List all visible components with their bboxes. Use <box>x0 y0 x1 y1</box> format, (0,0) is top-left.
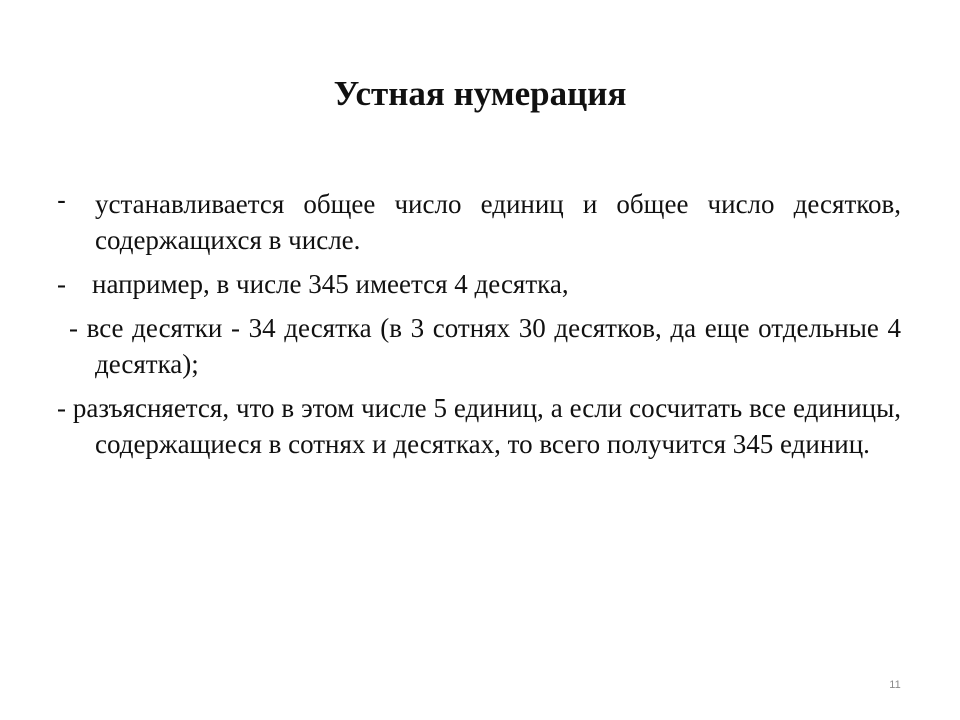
list-item-text: например, в числе 345 имеется 4 десятка, <box>92 269 569 299</box>
list-item <box>57 266 901 302</box>
slide-title: Устная нумерация <box>333 74 627 113</box>
bullet-dash: - <box>57 185 66 215</box>
list-item <box>57 186 901 258</box>
page-number: 11 <box>889 679 901 691</box>
list-item-text: - все десятки - 34 десятка (в 3 сотнях 30 десятков, да еще отдельные 4 десятка); <box>69 313 901 379</box>
list-item-text: устанавливается общее число единиц и общее число десятков, содержащихся в числе. <box>95 189 901 255</box>
list-item <box>57 310 901 382</box>
list-item-text: - разъясняется, что в этом числе 5 единиц, а если сосчитать все единицы, содержащиеся в сотнях и десятках, то всего получится 345 единиц. <box>57 393 901 459</box>
slide-body <box>57 186 901 470</box>
bullet-dash: - <box>57 269 66 299</box>
list-item <box>57 390 901 462</box>
